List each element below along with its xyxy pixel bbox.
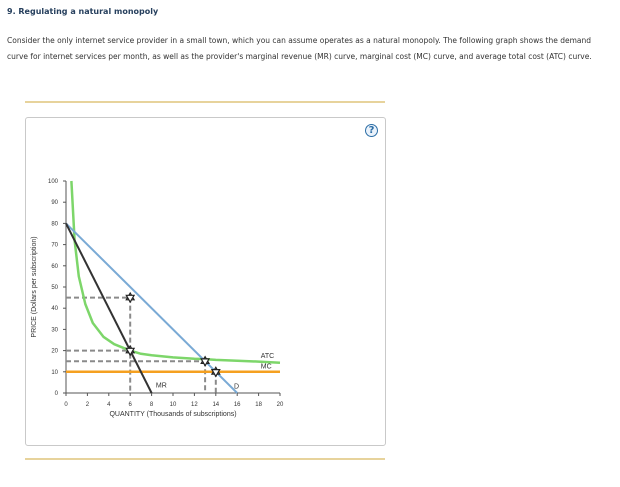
- x-tick-label: 6: [128, 402, 132, 408]
- curve-label-d: D: [233, 383, 240, 391]
- graph-panel: [25, 117, 386, 446]
- question-text: Consider the only internet service provider in a small town, which you can assume operates as a natural monopoly. The following graph shows the demand curve for internet services per month, as well as the provider's marginal revenue (MR) curve, marginal cost (MC) curve, and average total cost (ATC) curve.: [7, 36, 592, 61]
- star-marker: [126, 346, 134, 355]
- y-tick-label: 90: [51, 200, 58, 207]
- x-tick-label: 16: [233, 402, 241, 408]
- x-tick-label: 20: [276, 402, 284, 408]
- x-tick-label: 12: [191, 402, 198, 408]
- series-mr-line: [66, 223, 152, 393]
- curve-label-mr: MR: [155, 382, 167, 390]
- y-tick-label: 100: [47, 179, 58, 185]
- curve-label-mc: MC: [260, 363, 272, 371]
- help-icon[interactable]: ?: [365, 124, 378, 137]
- question-title: 9. Regulating a natural monopoly: [7, 7, 159, 16]
- y-tick-label: 0: [54, 391, 58, 397]
- x-tick-label: 2: [85, 402, 90, 408]
- economics-chart[interactable]: [26, 118, 385, 445]
- y-tick-label: 70: [51, 242, 58, 249]
- y-tick-label: 50: [51, 285, 58, 291]
- star-marker: [126, 293, 134, 302]
- y-axis-label: PRICE (Dollars per subscription): [31, 236, 38, 338]
- y-tick-label: 20: [51, 348, 58, 355]
- x-tick-label: 14: [212, 402, 220, 408]
- y-tick-label: 60: [51, 263, 58, 270]
- x-tick-label: 8: [149, 402, 154, 408]
- x-tick-label: 10: [169, 402, 177, 408]
- divider-top: [25, 101, 385, 103]
- divider-bottom: [25, 458, 385, 460]
- y-tick-label: 30: [51, 327, 58, 334]
- series-d-line: [66, 223, 240, 393]
- markers: [126, 293, 219, 376]
- curve-label-atc: ATC: [260, 353, 275, 361]
- x-tick-label: 4: [107, 402, 111, 408]
- y-tick-label: 10: [51, 369, 58, 376]
- x-tick-label: 18: [255, 402, 262, 408]
- y-tick-label: 40: [51, 306, 58, 313]
- x-tick-label: 0: [64, 402, 68, 408]
- series-atc-line: [71, 181, 280, 363]
- x-axis-label: QUANTITY (Thousands of subscriptions): [109, 411, 237, 418]
- y-tick-label: 80: [51, 221, 58, 228]
